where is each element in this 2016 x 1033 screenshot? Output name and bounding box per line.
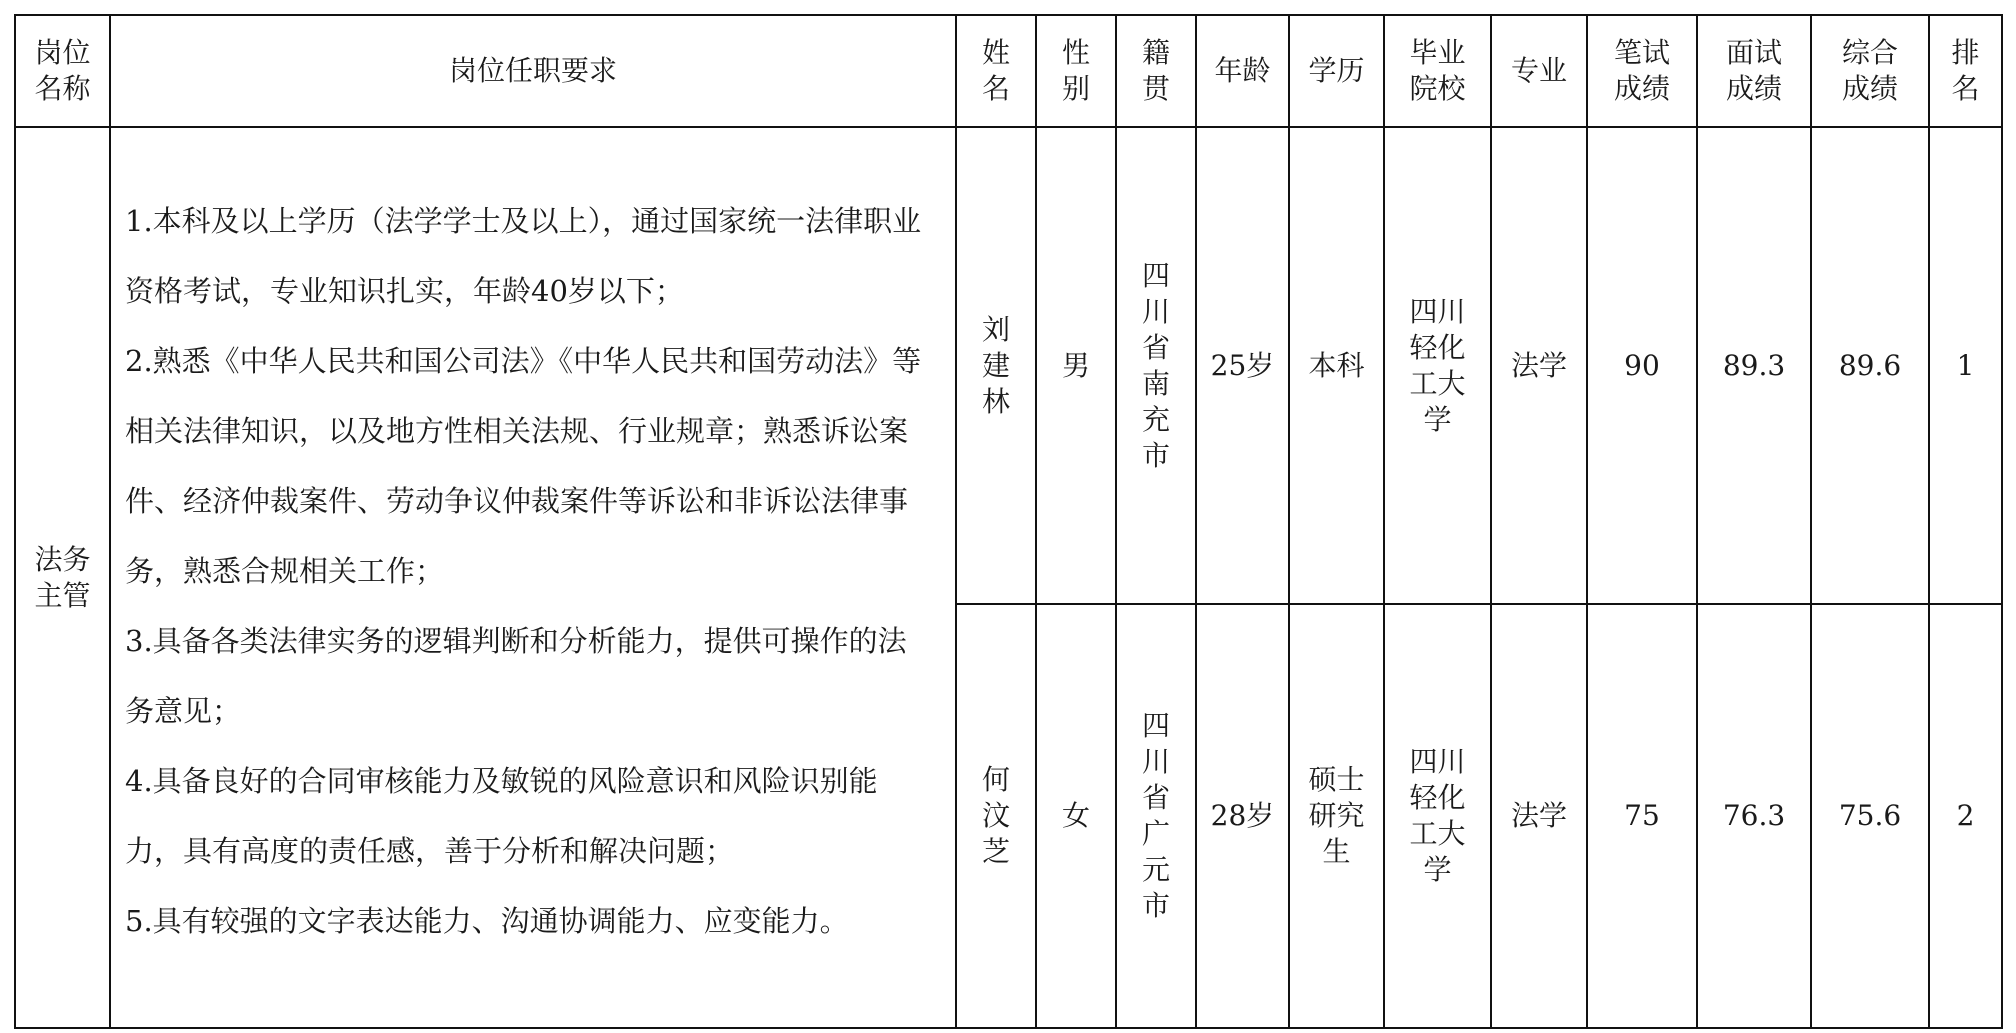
- cell-rank: 2: [1929, 604, 2002, 1028]
- cell-rank: 1: [1929, 127, 2002, 604]
- cell-composite-score: 89.6: [1811, 127, 1929, 604]
- cell-education: 本科: [1289, 127, 1384, 604]
- header-origin: 籍 贯: [1116, 15, 1196, 127]
- cell-origin: 四 川 省 广 元 市: [1116, 604, 1196, 1028]
- header-education: 学历: [1289, 15, 1384, 127]
- header-written-score: 笔试 成绩: [1587, 15, 1697, 127]
- header-post-name: 岗位 名称: [15, 15, 110, 127]
- requirement-item: 1.本科及以上学历（法学学士及以上），通过国家统一法律职业资格考试，专业知识扎实，年龄40岁以下；: [125, 204, 922, 308]
- cell-composite-score: 75.6: [1811, 604, 1929, 1028]
- cell-age: 25岁: [1196, 127, 1289, 604]
- cell-major: 法学: [1491, 127, 1587, 604]
- cell-interview-score: 76.3: [1697, 604, 1811, 1028]
- cell-name: 何 汶 芝: [956, 604, 1036, 1028]
- requirement-item: 2.熟悉《中华人民共和国公司法》《中华人民共和国劳动法》等相关法律知识，以及地方性相关法规、行业规章；熟悉诉讼案件、经济仲裁案件、劳动争议仲裁案件等诉讼和非诉讼法律事务，熟悉合规相关工作；: [125, 344, 922, 588]
- post-name-cell: 法务 主管: [15, 127, 110, 1028]
- header-requirements: 岗位任职要求: [110, 15, 956, 127]
- header-name: 姓 名: [956, 15, 1036, 127]
- header-school: 毕业 院校: [1384, 15, 1491, 127]
- cell-interview-score: 89.3: [1697, 127, 1811, 604]
- results-table: [14, 14, 2003, 1029]
- cell-age: 28岁: [1196, 604, 1289, 1028]
- header-interview-score: 面试 成绩: [1697, 15, 1811, 127]
- requirements-cell: [110, 127, 956, 1028]
- header-rank: 排 名: [1929, 15, 2002, 127]
- cell-school: 四川 轻化 工大 学: [1384, 127, 1491, 604]
- cell-name: 刘 建 林: [956, 127, 1036, 604]
- cell-school: 四川 轻化 工大 学: [1384, 604, 1491, 1028]
- cell-written-score: 90: [1587, 127, 1697, 604]
- requirement-item: 3.具备各类法律实务的逻辑判断和分析能力，提供可操作的法务意见；: [125, 624, 907, 728]
- header-gender: 性 别: [1036, 15, 1116, 127]
- header-composite-score: 综合 成绩: [1811, 15, 1929, 127]
- cell-written-score: 75: [1587, 604, 1697, 1028]
- table-row: [15, 127, 2002, 604]
- header-row: [15, 15, 2002, 127]
- cell-education: 硕士 研究 生: [1289, 604, 1384, 1028]
- cell-origin: 四 川 省 南 充 市: [1116, 127, 1196, 604]
- cell-major: 法学: [1491, 604, 1587, 1028]
- cell-gender: 女: [1036, 604, 1116, 1028]
- requirement-item: 5.具有较强的文字表达能力、沟通协调能力、应变能力。: [125, 904, 849, 938]
- header-major: 专业: [1491, 15, 1587, 127]
- header-age: 年龄: [1196, 15, 1289, 127]
- requirement-item: 4.具备良好的合同审核能力及敏锐的风险意识和风险识别能力，具有高度的责任感，善于分析和解决问题；: [125, 764, 878, 868]
- cell-gender: 男: [1036, 127, 1116, 604]
